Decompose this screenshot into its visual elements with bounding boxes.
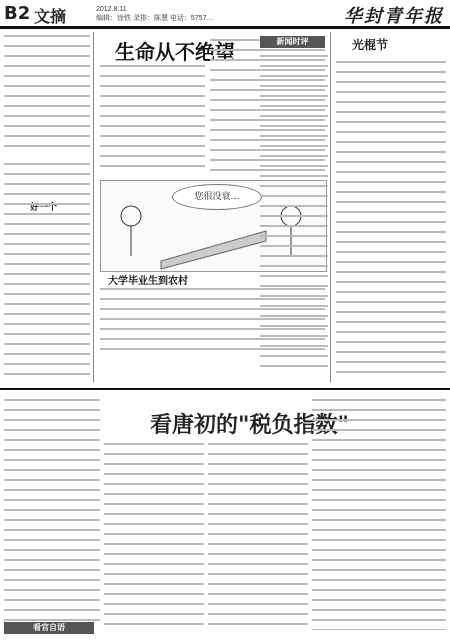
- news-comment-box-head: 新闻时评: [260, 36, 325, 48]
- bottom-col-2: [104, 440, 204, 630]
- main-article-col-1: [100, 62, 205, 172]
- cartoon-speech-bubble: 您很没衰…: [172, 184, 262, 210]
- left-side-title: 好一个: [30, 203, 58, 213]
- section-divider: [0, 388, 450, 390]
- column-rule: [93, 32, 94, 382]
- section-title: 文摘: [34, 7, 67, 26]
- headline-main: 生命从不绝望: [115, 40, 235, 64]
- header-info: [96, 5, 213, 23]
- bottom-left-box-head: 看官自语: [4, 622, 94, 634]
- editor-line: 编辑：徐铁 录排：陈慧 电话：5757…: [96, 15, 214, 22]
- page-header: [0, 0, 450, 29]
- column-rule-right: [330, 32, 331, 382]
- page-number: B2: [4, 3, 31, 24]
- bottom-col-4: [312, 396, 446, 630]
- left-article-lower: [4, 160, 90, 380]
- right-article-title: 光棍节: [352, 38, 389, 52]
- bottom-col-3: [208, 440, 308, 630]
- issue-date: 2012.8.11: [96, 6, 127, 13]
- news-comment-column: [260, 52, 328, 372]
- right-article-body: [336, 58, 446, 378]
- cartoon-caption-title: 大学毕业生到农村: [108, 276, 188, 287]
- bottom-headline: 看唐初的"税负指数": [150, 412, 349, 438]
- masthead: 华封青年报: [344, 6, 444, 27]
- left-article-upper: [4, 32, 90, 152]
- bottom-col-1: [4, 396, 100, 621]
